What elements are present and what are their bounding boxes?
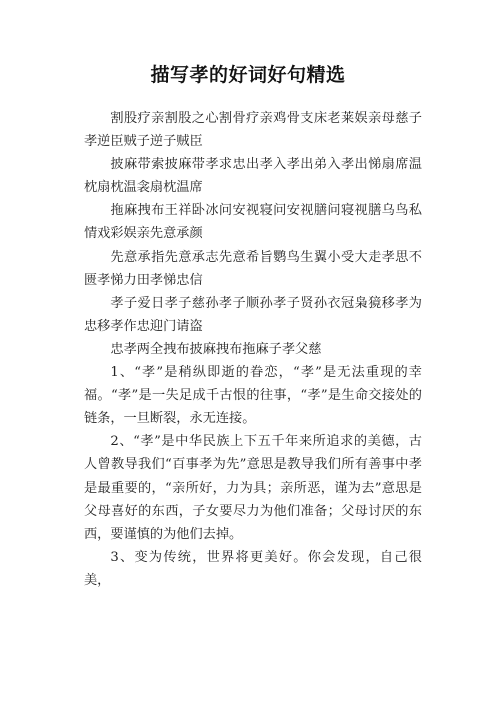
document-title: 描写孝的好词好句精选 [150,64,346,86]
document-body [84,107,422,592]
paragraph-idioms-5: 孝子爱日孝子慈孙孝子顺孙孝子贤孙衣冠枭獍移孝为忠移孝作忠迎门请盗 [84,295,422,334]
paragraph-idioms-4: 先意承指先意承志先意希旨鹦鸟生翼小受大走孝思不匮孝悌力田孝悌忠信 [84,249,422,288]
paragraph-idioms-2: 披麻带索披麻带孝求忠出孝入孝出弟入孝出悌扇席温枕扇枕温衾扇枕温席 [84,157,422,196]
paragraph-idioms-6: 忠孝两全拽布披麻拽布拖麻子孝父慈 [110,341,322,357]
paragraph-idioms-1: 割股疗亲割股之心割骨疗亲鸡骨支床老莱娱亲母慈子孝逆臣贼子逆子贼臣 [84,111,422,150]
paragraph-sentence-2: 2、“孝”是中华民族上下五千年来所追求的美德，古人曾教导我们“百事孝为先”意思是教导我们所有善事中孝是最重要的，“亲所好，力为具；亲所恶，谨为去”意思是父母喜好的东西，子女要尽力为他们准备；父母讨厌的东西，要谨慎的为他们去掉。 [84,434,422,542]
paragraph-idioms-3: 拖麻拽布王祥卧冰问安视寝问安视膳问寝视膳乌鸟私情戏彩娱亲先意承颜 [84,203,422,242]
paragraph-sentence-1: 1、“孝”是稍纵即逝的眷恋，“孝”是无法重现的幸福。“孝”是一失足成千古恨的往事，“孝”是生命交接处的链条，一旦断裂，永无连接。 [84,365,422,427]
paragraph-sentence-3: 3、变为传统，世界将更美好。你会发现，自己很美， [84,549,422,588]
